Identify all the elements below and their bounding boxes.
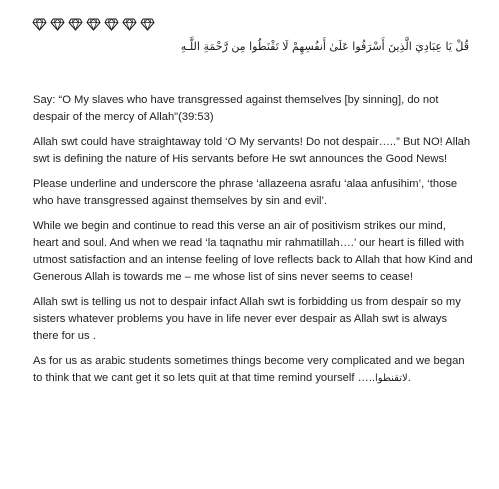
diamond-row xyxy=(32,18,155,31)
diamond-outline-icon xyxy=(104,18,119,31)
diamond-outline-icon xyxy=(122,18,137,31)
diamond-outline-icon xyxy=(86,18,101,31)
diamond-outline-icon xyxy=(32,18,47,31)
diamond-outline-icon xyxy=(140,18,155,31)
paragraph-students-text: As for us as arabic students sometimes things become very complicated and we began to think that we cant get it so lets quit at that time remind yourself ….. xyxy=(33,355,465,384)
diamond-outline-icon xyxy=(50,18,65,31)
paragraph-students xyxy=(33,353,473,387)
paragraph-despair: Allah swt is telling us not to despair infact Allah swt is forbidding us from despair so my sisters whatever problems you have in life never ever despair as Allah swt is always there for us . xyxy=(33,296,461,342)
arabic-verse: قُلْ يَا عِبَادِيَ الَّذِينَ أَسْرَفُوا عَلَىٰ أَنفُسِهِمْ لَا تَقْنَطُوا مِن رَّحْمَةِ اللَّـهِ xyxy=(180,40,469,53)
inline-arabic-word: لاتقنطوا xyxy=(375,373,408,384)
body-text xyxy=(33,92,473,387)
paragraph-students-end: . xyxy=(407,372,411,384)
paragraph-translation: Say: “O My slaves who have transgressed against themselves [by sinning], do not despair of the mercy of Allah"(39:53) xyxy=(33,94,439,123)
paragraph-phrase: Please underline and underscore the phrase ‘allazeena asrafu ‘alaa anfusihim’, ‘those who have transgressed against themselves by sin and evil’. xyxy=(33,178,458,207)
paragraph-positivism: While we begin and continue to read this verse an air of positivism strikes our mind, heart and soul. And when we read ‘la taqnathu mir rahmatillah….’ our heart is filled with utmost satisfaction and an intense feeling of love reflects back to Allah that how Kind and Generous Allah is towards me – me whose list of sins never seems to cease! xyxy=(33,220,473,283)
diamond-outline-icon xyxy=(68,18,83,31)
paragraph-servants: Allah swt could have straightaway told ‘O My servants! Do not despair…..” But NO! Allah swt is defining the nature of His servants before He swt announces the Good News! xyxy=(33,136,471,165)
